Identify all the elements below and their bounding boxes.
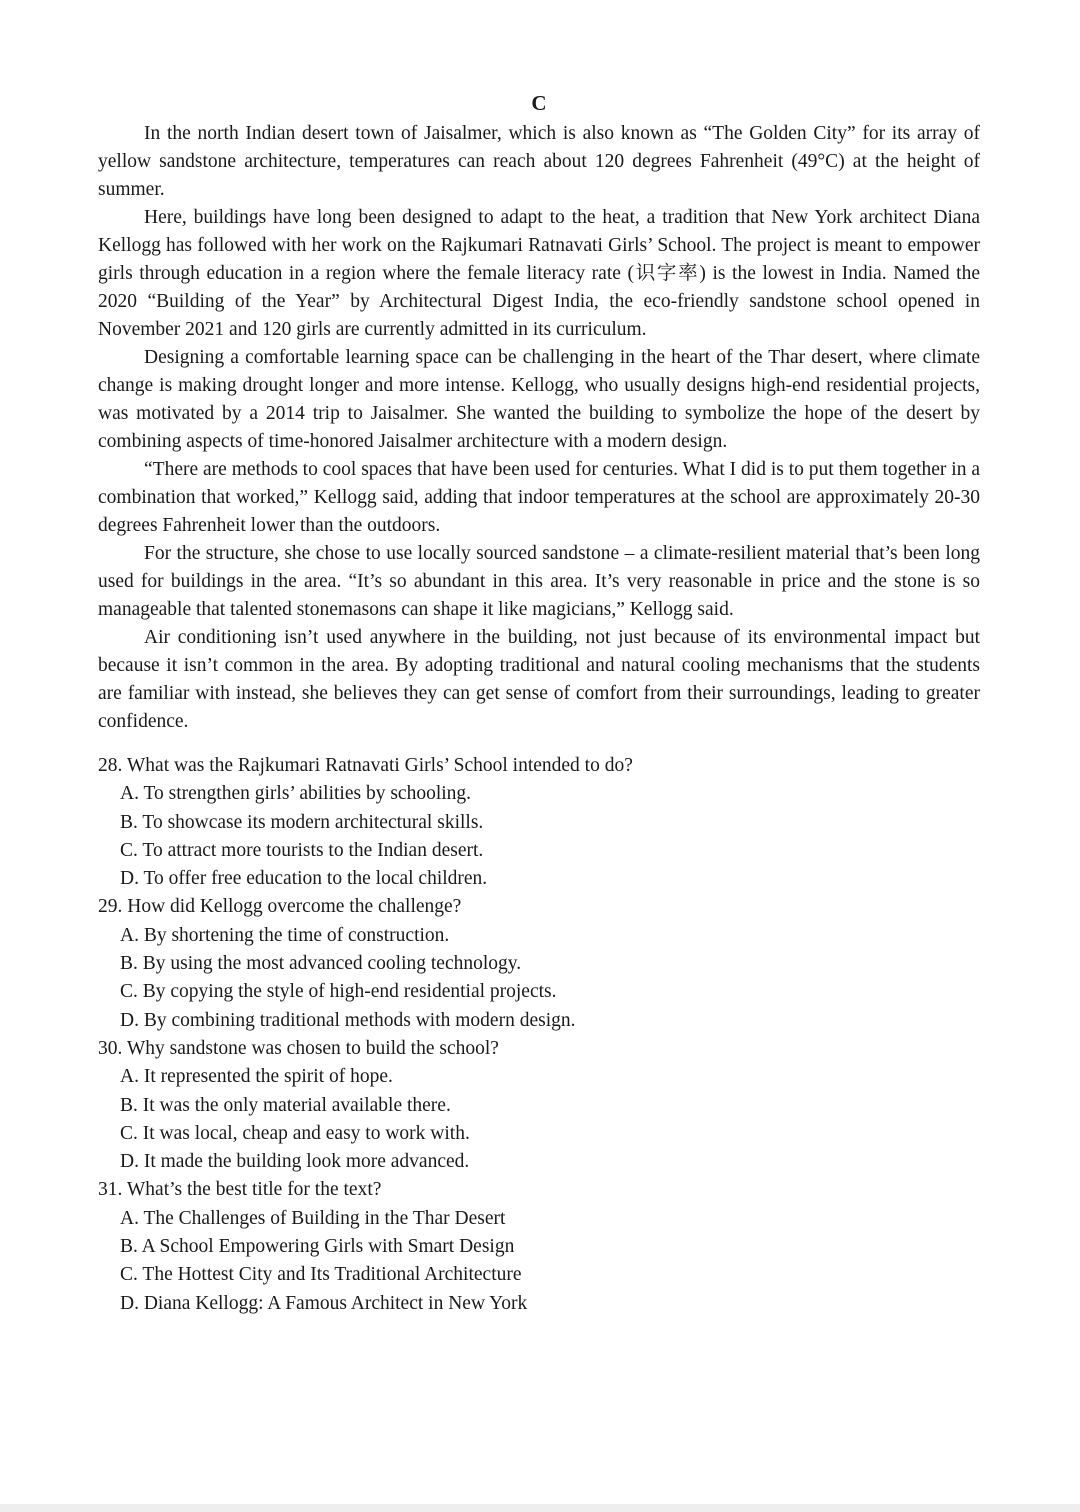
question-stem: 30. Why sandstone was chosen to build the school?: [98, 1037, 499, 1059]
option-b: B. By using the most advanced cooling technology.: [120, 953, 522, 975]
option-a: A. By shortening the time of construction.: [120, 924, 450, 946]
option-b: B. To showcase its modern architectural skills.: [120, 811, 484, 833]
option-c: C. To attract more tourists to the Indian desert.: [120, 839, 484, 861]
question-stem: 29. How did Kellogg overcome the challenge?: [98, 896, 462, 918]
passage-paragraph-3: Designing a comfortable learning space can be challenging in the heart of the Thar desert, where climate change is making drought longer and more intense. Kellogg, who usually designs high-end residential projects, was motivated by a 2014 trip to Jaisalmer. She wanted the building to symbolize the hope of the desert by combining aspects of time-honored Jaisalmer architecture with a modern design.: [98, 347, 980, 452]
option-d: D. By combining traditional methods with modern design.: [120, 1009, 576, 1031]
question-29: [98, 893, 980, 1034]
passage-paragraph-2: Here, buildings have long been designed to adapt to the heat, a tradition that New York architect Diana Kellogg has followed with her work on the Rajkumari Ratnavati Girls’ School. The project is meant to empower girls through education in a region where the female literacy rate (识字率) is the lowest in India. Named the 2020 “Building of the Year” by Architectural Digest India, the eco-friendly sandstone school opened in November 2021 and 120 girls are currently admitted in its curriculum.: [98, 207, 980, 340]
option-d: D. It made the building look more advanced.: [120, 1151, 470, 1173]
option-c: C. The Hottest City and Its Traditional Architecture: [120, 1264, 522, 1286]
question-30: [98, 1035, 980, 1176]
exam-page: [98, 88, 980, 1318]
question-list: [98, 752, 980, 1318]
passage-paragraph-6: Air conditioning isn’t used anywhere in the building, not just because of its environmental impact but because it isn’t common in the area. By adopting traditional and natural cooling mechanisms that the students are familiar with instead, she believes they can get sense of comfort from their surroundings, leading to greater confidence.: [98, 627, 980, 732]
question-stem: 28. What was the Rajkumari Ratnavati Girls’ School intended to do?: [98, 755, 633, 776]
passage-paragraph-4: “There are methods to cool spaces that have been used for centuries. What I did is to put them together in a combination that worked,” Kellogg said, adding that indoor temperatures at the school are approximately 20-30 degrees Fahrenheit lower than the outdoors.: [98, 459, 980, 536]
passage-paragraph-1: In the north Indian desert town of Jaisalmer, which is also known as “The Golden City” for its array of yellow sandstone architecture, temperatures can reach about 120 degrees Fahrenheit (49°C) at the height of summer.: [98, 123, 980, 200]
question-stem: 31. What’s the best title for the text?: [98, 1179, 382, 1201]
option-a: A. The Challenges of Building in the Thar Desert: [120, 1207, 506, 1229]
option-b: B. A School Empowering Girls with Smart Design: [120, 1236, 515, 1258]
page-bottom-edge: [0, 1504, 1080, 1512]
option-d: D. Diana Kellogg: A Famous Architect in New York: [120, 1292, 528, 1314]
question-31: [98, 1176, 980, 1317]
option-a: A. It represented the spirit of hope.: [120, 1066, 393, 1088]
option-c: C. By copying the style of high-end residential projects.: [120, 981, 557, 1003]
option-a: A. To strengthen girls’ abilities by schooling.: [120, 783, 472, 805]
passage-paragraph-5: For the structure, she chose to use locally sourced sandstone – a climate-resilient material that’s been long used for buildings in the area. “It’s so abundant in this area. It’s very reasonable in price and the stone is so manageable that talented stonemasons can shape it like magicians,” Kellogg said.: [98, 543, 980, 620]
option-d: D. To offer free education to the local children.: [120, 868, 488, 890]
section-heading: C: [531, 91, 547, 115]
option-c: C. It was local, cheap and easy to work with.: [120, 1122, 470, 1144]
question-28: [98, 752, 980, 893]
option-b: B. It was the only material available there.: [120, 1094, 451, 1116]
reading-passage: [98, 120, 980, 736]
